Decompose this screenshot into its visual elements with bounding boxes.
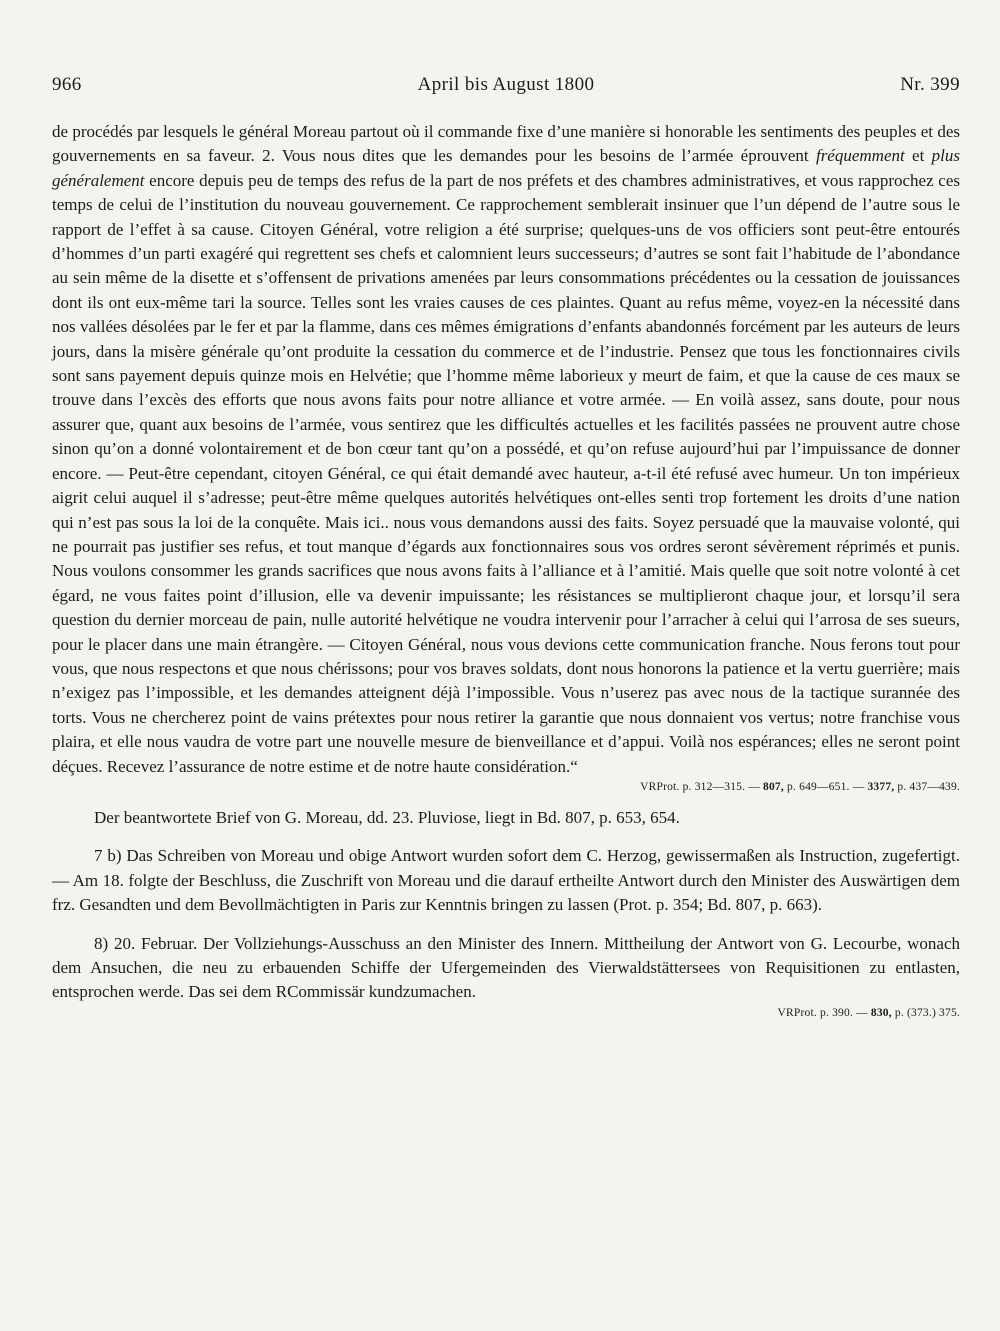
reference-suffix: p. 437—439.	[894, 780, 960, 793]
reference-volume-1: 807,	[763, 780, 784, 793]
note-paragraph-1: Der beantwortete Brief von G. Moreau, dd. 23. Pluviose, liegt in Bd. 807, p. 653, 654.	[94, 807, 680, 827]
letter-text-part3: encore depuis peu de temps des refus de la part de nos préfets et des chambres administratives, et vous rapprochez ces temps de celui de l’institution du nouveau gouvernement. Ce rapprochement semblerait insinuer que l’un dépend de l’autre sous le rapport de l’effet à sa cause. Citoyen Général, votre religion a été surprise; quelques-uns de vos officiers sont peut-être entourés d’hommes d’un parti exagéré qui regrettent ses chefs et calomnient leurs successeurs; d’autres se sont fait l’habitude de l’abondance au sein même de la disette et s’offensent de privations amenées par leurs consommations précédentes ou la cessation de jouissances dont ils ont eux-même tari la source. Telles sont les vraies causes de ces plaintes. Quant au refus même, voyez-en la nécessité dans nos vallées désolées par le fer et par la flamme, dans ces mêmes émigrations d’enfants abandonnés forcément par les auteurs de leurs jours, dans la misère générale qu’ont produite la cessation du commerce et de l’industrie. Pensez que tous les fonctionnaires civils sont sans payement depuis quinze mois en Helvétie; que l’homme même laborieux y meurt de faim, et que la cause de ces maux se trouve dans l’excès des efforts que nous avons faits pour notre alliance et votre armée. — En voilà assez, sans doute, pour nous assurer que, quant aux besoins de l’armée, vous sentirez que les difficultés actuelles et les facilités passées ne prouvent autre chose sinon qu’on a donné volontairement et de bon cœur tant qu’on a possédé, et qu’on refuse aujourd’hui par l’impuissance de donner encore. — Peut-être cependant, citoyen Général, ce qui était demandé avec hauteur, a-t-il été refusé avec humeur. Un ton impérieux aigrit celui auquel il s’adresse; peut-être même quelques autorités helvétiques ont-elles senti trop fortement les droits d’une nation qui n’est pas sous la loi de la conquête. Mais ici.. nous vous demandons aussi des faits. Soyez persuadé que la mauvaise volonté, qui ne pourrait pas justifier ses refus, et tout manque d’égards aux fonctionnaires sous vos ordres seront sévèrement réprimés et punis. Nous voulons consommer les grands sacrifices que nous avons faits à l’alliance et à l’amitié. Mais quelle que soit notre volonté à cet égard, ne vous faites point d’illusion, elle va devenir impuissante; les résistances se multiplieront chaque jour, et lorsqu’il sera question du dernier morceau de pain, nulle autorité helvétique ne voudra intervenir pour l’arracher à celui qui l’arrosa de ses sueurs, pour le placer dans une main étrangère. — Citoyen Général, nous vous devions cette communication franche. Nous ferons tout pour vous, que nous respectons et que nous chérissons; pour vos braves soldats, dont nous honorons la patience et la vertu guerrière; mais n’exigez pas l’impossible, et les demandes atteignent déjà l’impossible. Vous n’userez pas avec nous de la tactique surannée des torts. Vous ne chercherez point de vains prétextes pour nous retirer la garantie que nous donnaient vos vertus; notre franchise vous plaira, et elle nous vaudra de votre part une nouvelle mesure de bienveillance et d’appui. Voilà nos espérances; elles ne seront point déçues. Recevez l’assurance de notre estime et de notre haute considération.“	[52, 170, 960, 776]
reference-middle: p. 649—651. —	[783, 780, 868, 793]
letter-italic-plus-generalement: plus généralement	[52, 146, 960, 190]
running-header	[52, 74, 960, 104]
document-number: Nr. 399	[900, 74, 960, 95]
letter-text	[52, 120, 960, 779]
letter-source-reference	[52, 780, 960, 794]
running-title: April bis August 1800	[417, 74, 595, 95]
reference2-suffix: p. (373.) 375.	[891, 1006, 960, 1019]
reference-volume-2: 3377,	[867, 780, 895, 793]
reference2-prefix: VRProt. p. 390. —	[777, 1006, 871, 1019]
note-paragraph-7b: 7 b) Das Schreiben von Moreau und obige Antwort wurden sofort dem C. Herzog, gewissermaßen als Instruction, zugefertigt. — Am 18. folgte der Beschluss, die Zuschrift von Moreau und die darauf ertheilte Antwort durch den Minister des Auswärtigen dem frz. Gesandten und dem Bevollmächtigten in Paris zur Kenntnis bringen zu lassen (Prot. p. 354; Bd. 807, p. 663).	[52, 846, 960, 915]
letter-italic-frequemment: fréquemment	[815, 146, 905, 166]
reference2-volume: 830,	[870, 1006, 892, 1019]
letter-text-part1: de procédés par lesquels le général Moreau partout où il commande fixe d’une manière si honorable les sentiments des peuples et des gouvernements en sa faveur. 2. Vous nous dites que les demandes pour les besoins de l’armée éprouvent	[52, 122, 960, 166]
paragraph-8-source-reference	[52, 1006, 960, 1020]
page-number: 966	[52, 74, 82, 95]
letter-paragraph	[52, 120, 960, 779]
note-paragraph-8: 8) 20. Februar. Der Vollziehungs-Ausschuss an den Minister des Innern. Mittheilung der Antwort von G. Lecourbe, wonach dem Ansuchen, die neu zu erbauenden Schiffe der Ufergemeinden des Vierwaldstättersees von Requisitionen zu entlasten, entsprochen werde. Das sei dem RCommissär kundzumachen.	[52, 933, 960, 1002]
letter-text-part2: et	[904, 146, 932, 166]
reference-prefix: VRProt. p. 312—315. —	[640, 780, 764, 793]
